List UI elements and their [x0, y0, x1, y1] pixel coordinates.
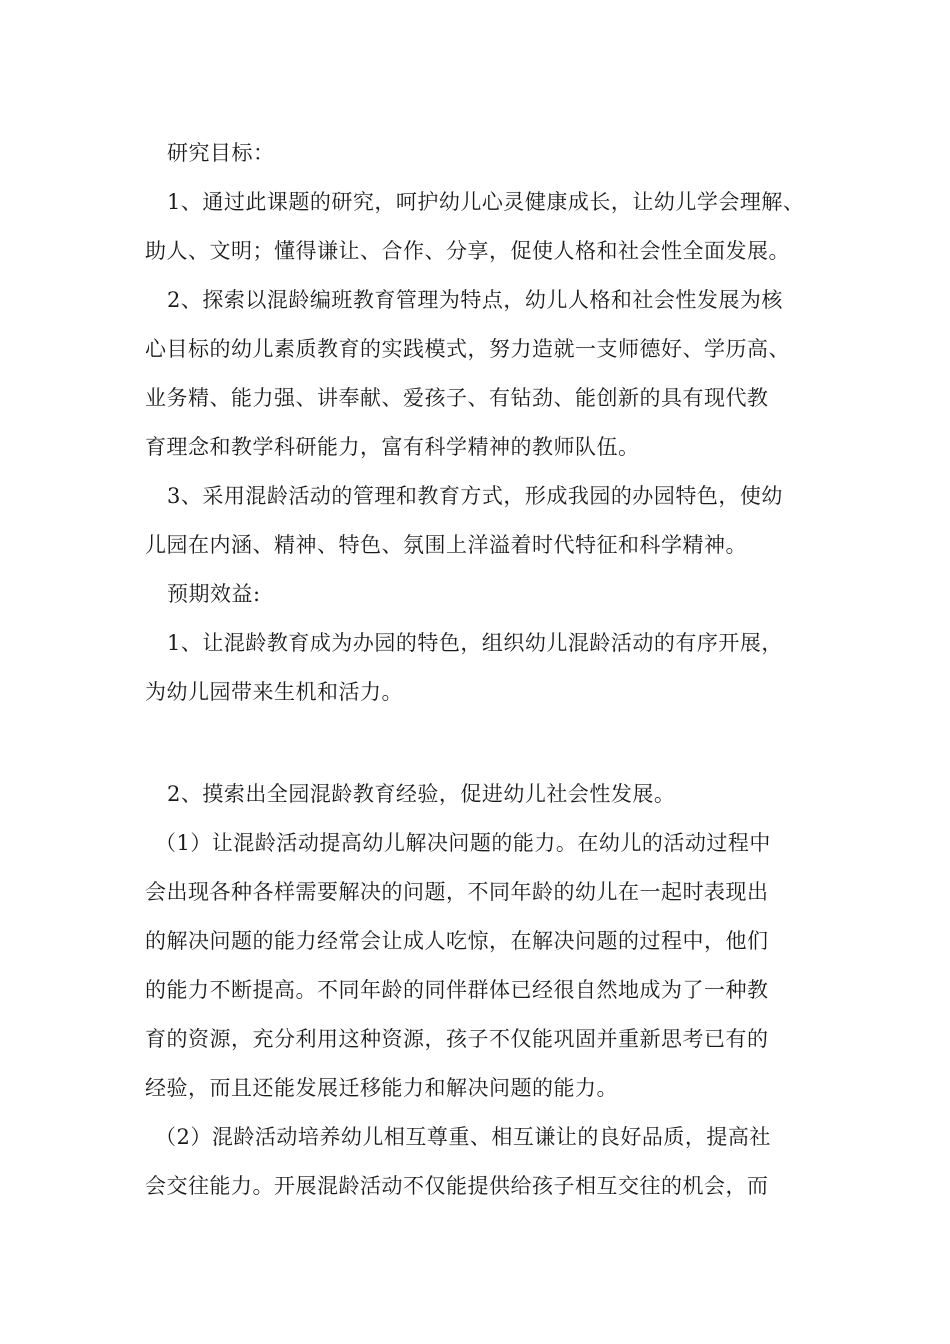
paragraph-line: 的能力不断提高。不同年龄的同伴群体已经很自然地成为了一种教 — [145, 978, 769, 1002]
paragraph-line: 经验，而且还能发展迁移能力和解决问题的能力。 — [145, 1076, 618, 1100]
paragraph-line: 业务精、能力强、讲奉献、爱孩子、有钻劲、能创新的具有现代教 — [145, 386, 769, 410]
heading-research-goals: 研究目标： — [167, 141, 275, 165]
paragraph-line: 心目标的幼儿素质教育的实践模式，努力造就一支师德好、学历高、 — [145, 337, 790, 361]
paragraph-line: 2、摸索出全园混龄教育经验，促进幼儿社会性发展。 — [167, 782, 676, 806]
paragraph-line: 2、探索以混龄编班教育管理为特点，幼儿人格和社会性发展为核 — [167, 288, 783, 312]
paragraph-line: 育的资源，充分利用这种资源，孩子不仅能巩固并重新思考已有的 — [145, 1027, 769, 1051]
paragraph-line: 为幼儿园带来生机和活力。 — [145, 680, 403, 704]
paragraph-line: 3、采用混龄活动的管理和教育方式，形成我园的办园特色，使幼 — [167, 484, 783, 508]
paragraph-line: （1）让混龄活动提高幼儿解决问题的能力。在幼儿的活动过程中 — [155, 831, 771, 855]
paragraph-line: 会出现各种各样需要解决的问题，不同年龄的幼儿在一起时表现出 — [145, 880, 769, 904]
heading-expected-benefits: 预期效益: — [167, 582, 261, 606]
paragraph-line: 助人、文明；懂得谦让、合作、分享，促使人格和社会性全面发展。 — [145, 239, 790, 263]
paragraph-line: （2）混龄活动培养幼儿相互尊重、相互谦让的良好品质，提高社 — [155, 1125, 771, 1149]
paragraph-line: 的解决问题的能力经常会让成人吃惊，在解决问题的过程中，他们 — [145, 929, 769, 953]
paragraph-line: 1、让混龄教育成为办园的特色，组织幼儿混龄活动的有序开展， — [167, 631, 783, 655]
paragraph-line: 育理念和教学科研能力，富有科学精神的教师队伍。 — [145, 435, 640, 459]
paragraph-line: 会交往能力。开展混龄活动不仅能提供给孩子相互交往的机会，而 — [145, 1174, 769, 1198]
paragraph-line: 儿园在内涵、精神、特色、氛围上洋溢着时代特征和科学精神。 — [145, 533, 747, 557]
paragraph-line: 1、通过此课题的研究，呵护幼儿心灵健康成长，让幼儿学会理解、 — [167, 190, 805, 214]
